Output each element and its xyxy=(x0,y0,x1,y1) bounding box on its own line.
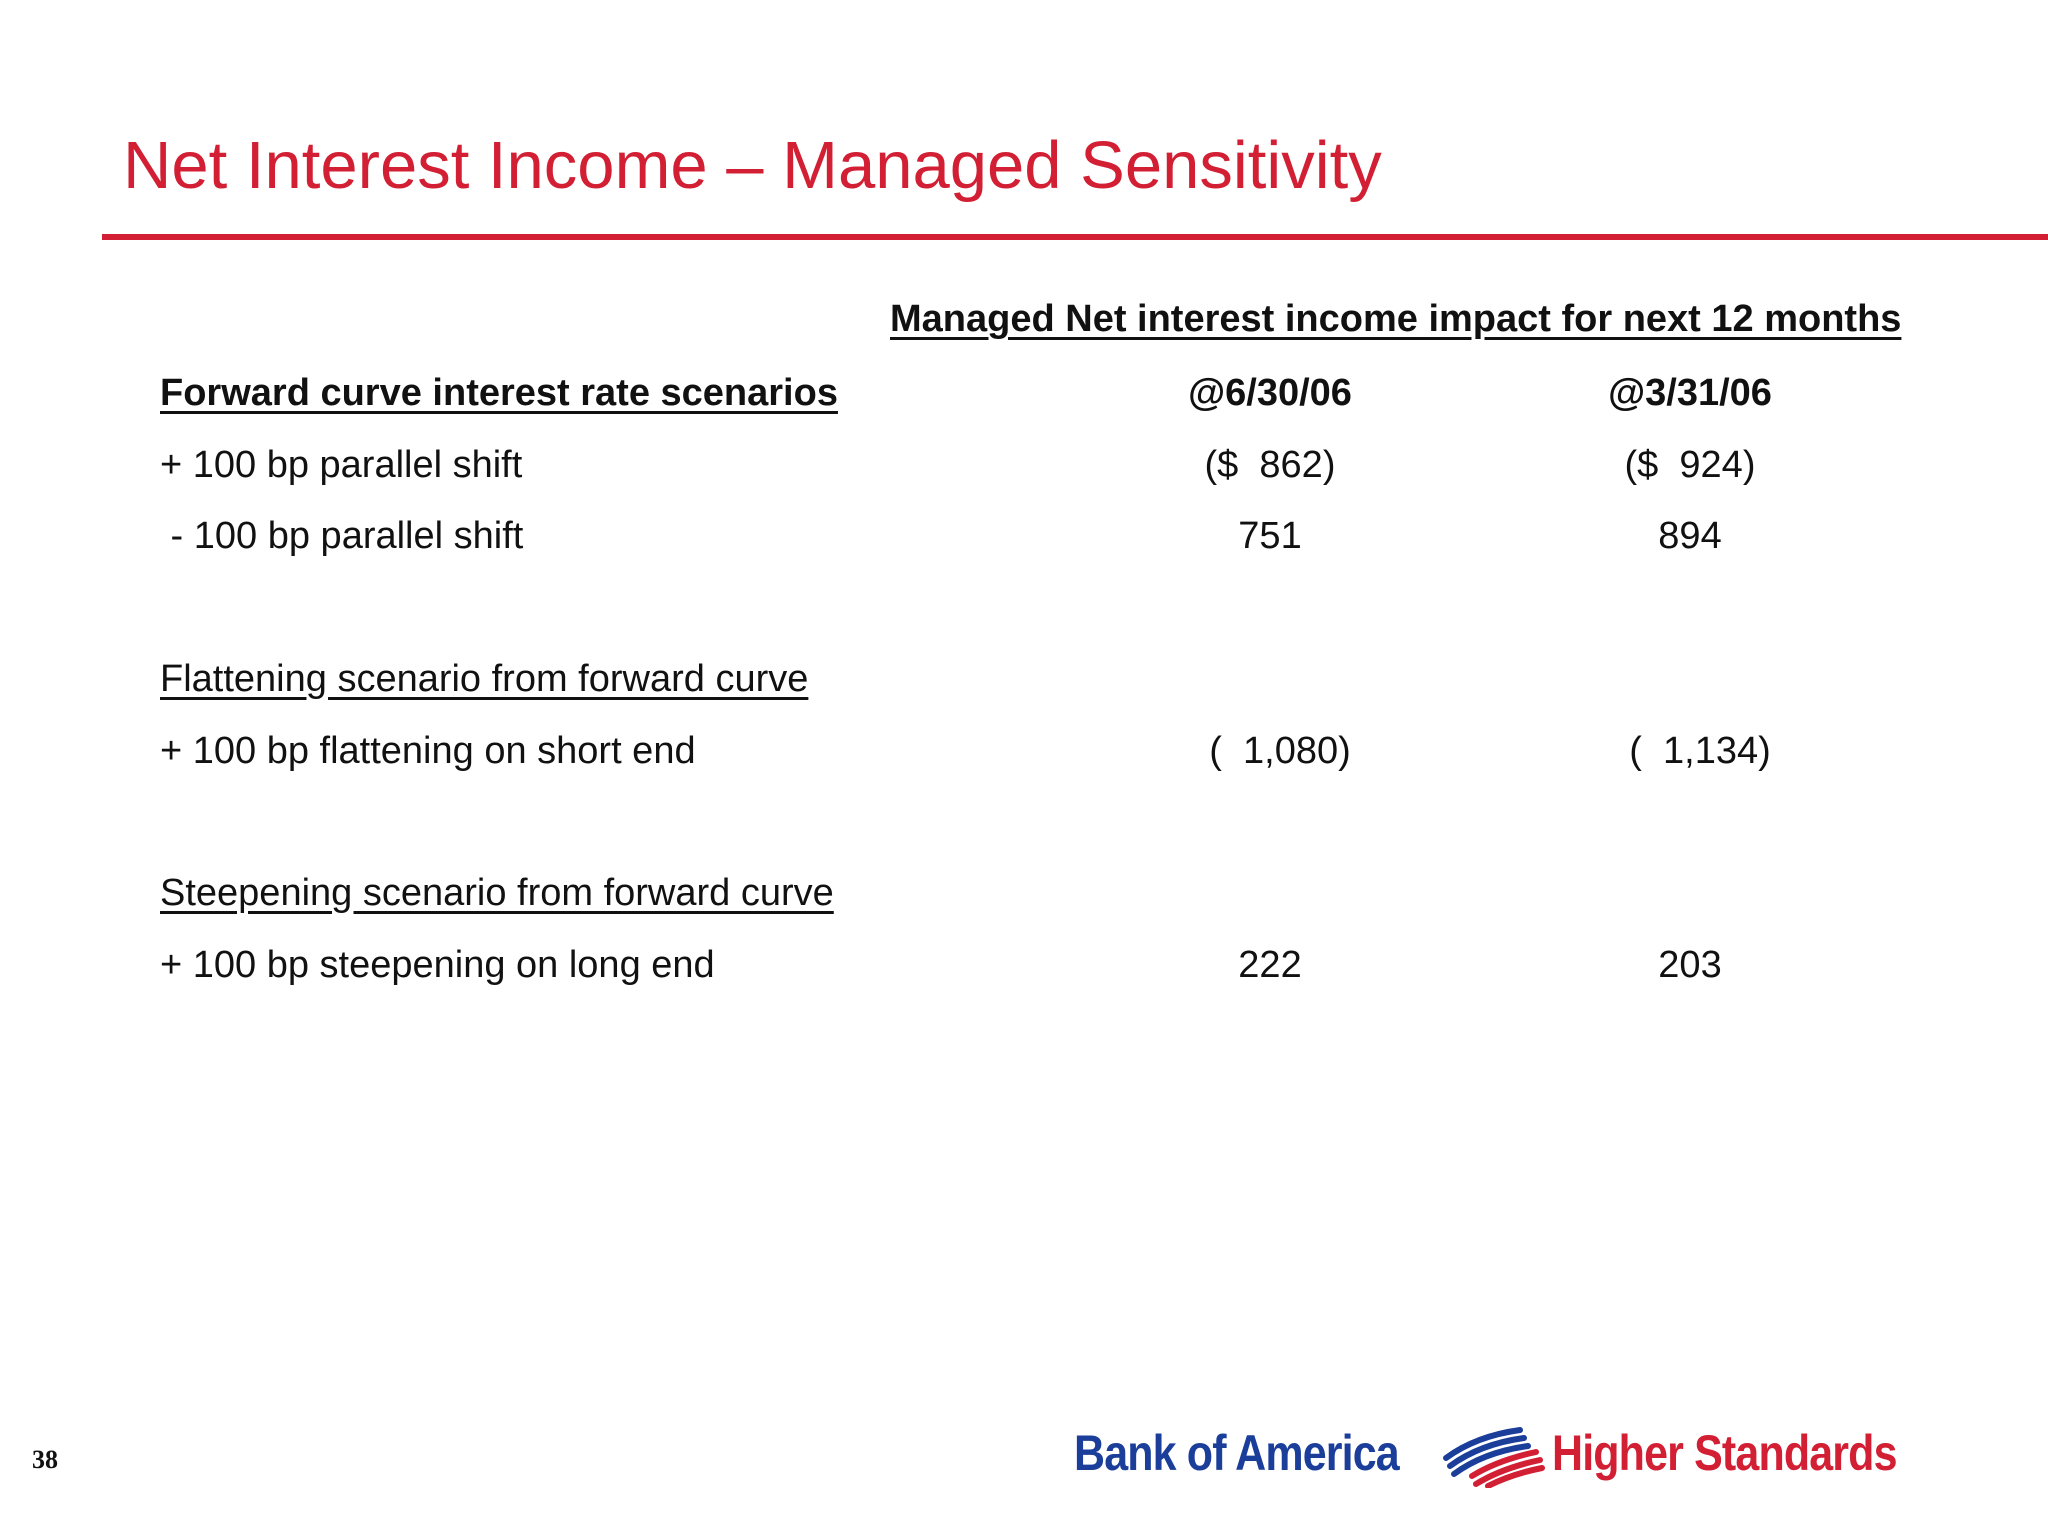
row-label-steepening-long-end: + 100 bp steepening on long end xyxy=(160,944,715,986)
row-label-down-100-parallel: - 100 bp parallel shift xyxy=(160,515,524,557)
row-label-flattening-short-end: + 100 bp flattening on short end xyxy=(160,730,696,772)
section-heading-steepening: Steepening scenario from forward curve xyxy=(160,872,834,914)
value-down-100-parallel-q2: 751 xyxy=(1238,515,1302,557)
title-divider xyxy=(102,234,2048,240)
value-steepening-q2: 222 xyxy=(1238,944,1302,986)
flag-icon xyxy=(1428,1418,1548,1488)
value-down-100-parallel-q1: 894 xyxy=(1658,515,1722,557)
section-heading-flattening: Flattening scenario from forward curve xyxy=(160,658,809,700)
page-number: 38 xyxy=(32,1445,58,1474)
row-label-up-100-parallel: + 100 bp parallel shift xyxy=(160,444,523,486)
footer-logo xyxy=(1074,1418,1952,1488)
tagline: Higher Standards xyxy=(1551,1425,1897,1481)
value-flattening-q2: ( 1,080) xyxy=(1209,730,1351,772)
slide-title: Net Interest Income – Managed Sensitivity xyxy=(123,128,1382,203)
column-header-3-31-06: @3/31/06 xyxy=(1608,372,1772,414)
column-header-6-30-06: @6/30/06 xyxy=(1188,372,1352,414)
value-steepening-q1: 203 xyxy=(1658,944,1722,986)
section-heading-forward-curve: Forward curve interest rate scenarios xyxy=(160,372,838,414)
impact-header: Managed Net interest income impact for next 12 months xyxy=(890,298,1902,340)
value-up-100-parallel-q2: ($ 862) xyxy=(1204,444,1336,486)
value-up-100-parallel-q1: ($ 924) xyxy=(1624,444,1756,486)
brand-name: Bank of America xyxy=(1074,1425,1399,1481)
value-flattening-q1: ( 1,134) xyxy=(1629,730,1771,772)
